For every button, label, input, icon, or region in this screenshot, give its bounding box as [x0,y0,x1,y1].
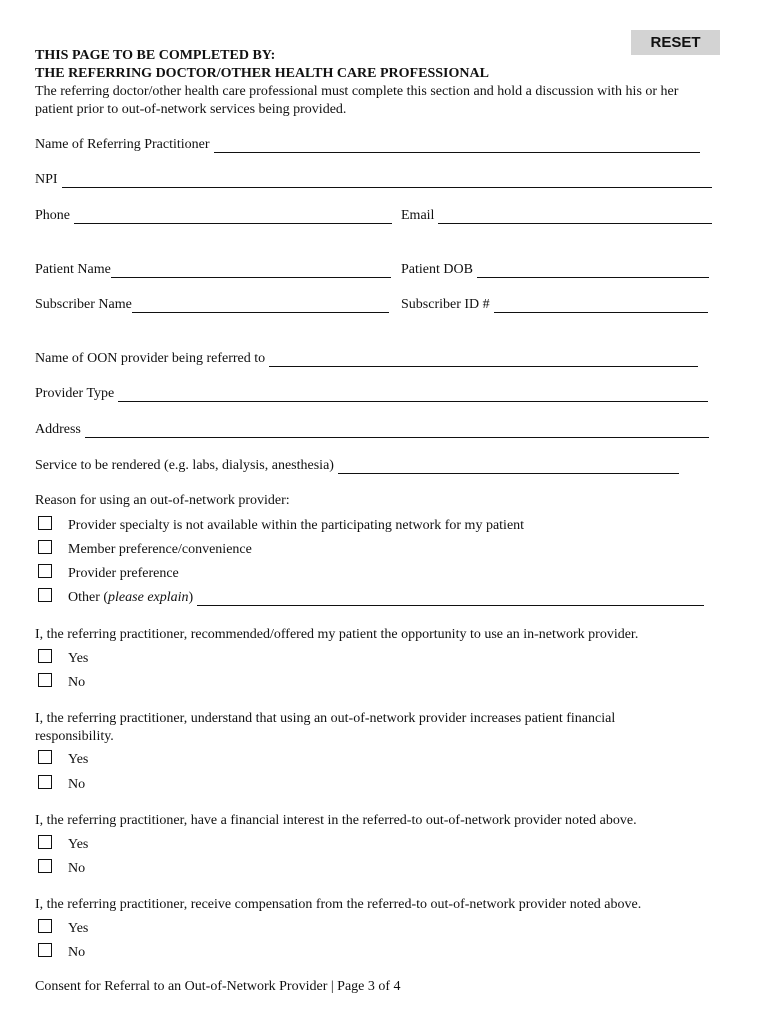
reason-member-preference-label: Member preference/convenience [68,542,252,557]
referring-practitioner-row [35,137,700,153]
q2-no-checkbox[interactable] [38,775,52,789]
q2-yes-checkbox[interactable] [38,750,52,764]
heading-line-2: THE REFERRING DOCTOR/OTHER HEALTH CARE PROFESSIONAL [35,66,489,81]
subscriber-name-field[interactable] [132,298,389,313]
reason-other-field[interactable] [197,591,704,606]
q1-no-label: No [68,675,86,690]
q4-no-checkbox[interactable] [38,943,52,957]
service-label: Service to be rendered (e.g. labs, dialysis, anesthesia) [35,458,334,473]
reason-other-row [68,590,704,606]
service-field[interactable] [338,459,679,474]
phone-field[interactable] [74,209,392,224]
q3-yes-checkbox[interactable] [38,835,52,849]
heading-line-1: THIS PAGE TO BE COMPLETED BY: [35,48,276,63]
q3-yes-label: Yes [68,837,89,852]
service-row [35,458,679,474]
reason-prompt: Reason for using an out-of-network provider: [35,493,290,508]
q3-no-checkbox[interactable] [38,859,52,873]
reason-other-checkbox[interactable] [38,588,52,602]
address-label: Address [35,422,81,437]
address-field[interactable] [85,423,709,438]
q4-yes-label: Yes [68,921,89,936]
q1-yes-checkbox[interactable] [38,649,52,663]
oon-provider-field[interactable] [269,352,698,367]
q3-text: I, the referring practitioner, have a financial interest in the referred-to out-of-network provider noted above. [35,813,637,828]
provider-type-label: Provider Type [35,386,115,401]
reason-other-label: Other (please explain) [68,590,194,605]
subscriber-id-label: Subscriber ID # [401,297,490,312]
subscriber-name-row [35,297,389,313]
phone-row [35,208,392,224]
provider-type-field[interactable] [118,387,708,402]
q2-yes-label: Yes [68,752,89,767]
reason-specialty-checkbox[interactable] [38,516,52,530]
intro-line-2: patient prior to out-of-network services being provided. [35,102,347,117]
email-label: Email [401,208,435,223]
q2-no-label: No [68,777,86,792]
oon-provider-row [35,351,698,367]
subscriber-name-label: Subscriber Name [35,297,132,312]
reason-provider-preference-checkbox[interactable] [38,564,52,578]
referring-practitioner-field[interactable] [214,138,700,153]
reason-member-preference-checkbox[interactable] [38,540,52,554]
reason-specialty-label: Provider specialty is not available within the participating network for my patient [68,518,525,533]
q4-text: I, the referring practitioner, receive compensation from the referred-to out-of-network provider noted above. [35,897,642,912]
reset-button[interactable]: RESET [631,30,720,55]
patient-name-row [35,262,391,278]
address-row [35,422,709,438]
email-field[interactable] [438,209,712,224]
q1-yes-label: Yes [68,651,89,666]
npi-field[interactable] [62,173,712,188]
provider-type-row [35,386,708,402]
npi-label: NPI [35,172,58,187]
phone-label: Phone [35,208,70,223]
patient-name-label: Patient Name [35,262,111,277]
patient-name-field[interactable] [111,263,391,278]
q2-text-line-1: I, the referring practitioner, understand that using an out-of-network provider increases patient financial [35,711,616,726]
patient-dob-row [401,262,709,278]
q2-text-line-2: responsibility. [35,729,114,744]
q1-text: I, the referring practitioner, recommended/offered my patient the opportunity to use an in-network provider. [35,627,639,642]
page-footer: Consent for Referral to an Out-of-Network Provider | Page 3 of 4 [35,979,401,994]
q1-no-checkbox[interactable] [38,673,52,687]
referring-practitioner-label: Name of Referring Practitioner [35,137,210,152]
subscriber-id-field[interactable] [494,298,708,313]
reason-provider-preference-label: Provider preference [68,566,179,581]
patient-dob-field[interactable] [477,263,709,278]
subscriber-id-row [401,297,708,313]
npi-row [35,172,712,188]
q4-yes-checkbox[interactable] [38,919,52,933]
q4-no-label: No [68,945,86,960]
intro-line-1: The referring doctor/other health care professional must complete this section and hold a discussion with his or her [35,84,679,99]
oon-provider-label: Name of OON provider being referred to [35,351,266,366]
q3-no-label: No [68,861,86,876]
email-row [401,208,712,224]
patient-dob-label: Patient DOB [401,262,473,277]
